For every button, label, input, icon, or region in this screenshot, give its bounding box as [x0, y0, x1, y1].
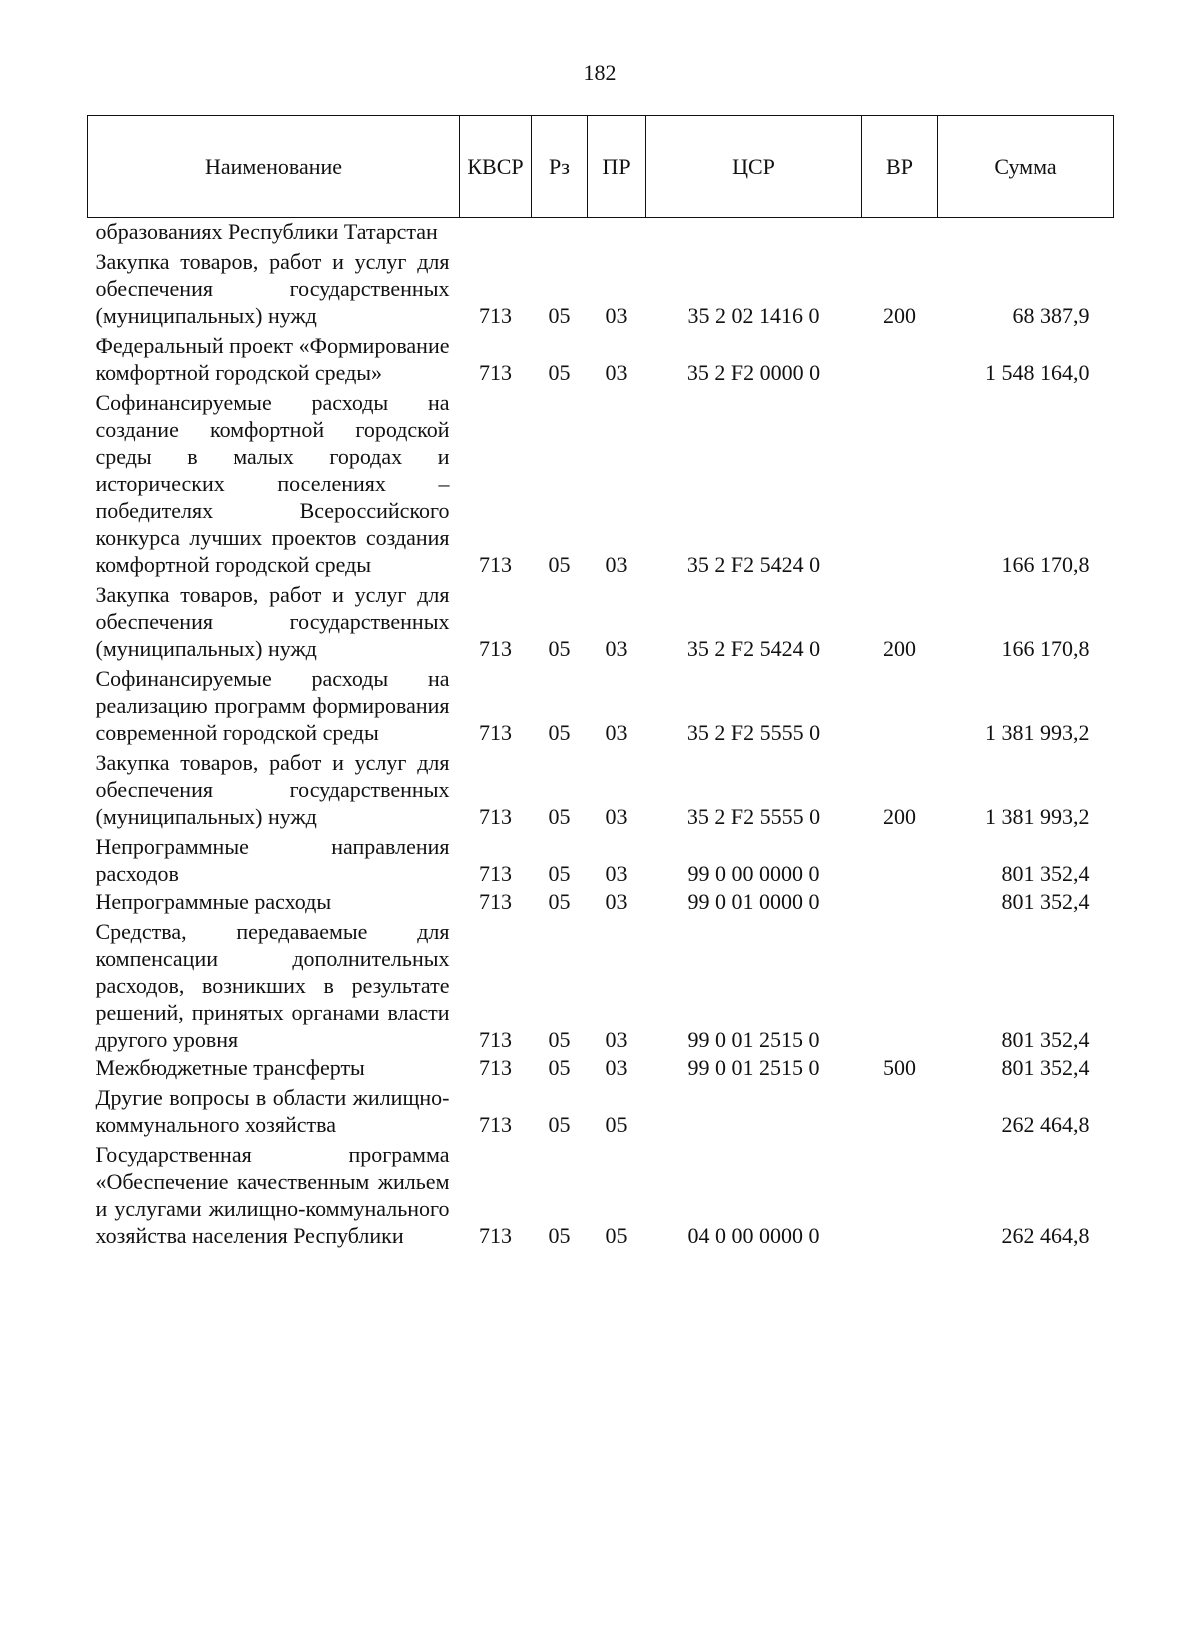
table-row	[88, 329, 1114, 386]
cell-csr: 99 0 01 2515 0	[687, 1027, 820, 1052]
cell-vr	[862, 1138, 938, 1249]
cell-vr: 200	[883, 636, 916, 661]
table-body	[88, 218, 1114, 1250]
cell-name: Закупка товаров, работ и услуг для обеспечения государственных (муниципальных) нужд	[95, 582, 450, 661]
cell-vr	[862, 329, 938, 386]
cell-csr: 35 2 F2 5555 0	[686, 720, 821, 745]
cell-pr: 03	[605, 552, 628, 577]
cell-vr	[862, 1081, 938, 1138]
cell-sum: 801 352,4	[1001, 861, 1090, 886]
table-row	[88, 1138, 1114, 1249]
cell-pr: 03	[605, 303, 628, 328]
cell-name: Софинансируемые расходы на реализацию программ формирования современной городской среды	[95, 666, 450, 745]
cell-pr: 05	[605, 1112, 628, 1137]
cell-kvsr: 713	[479, 1027, 512, 1052]
cell-rz: 05	[548, 636, 571, 661]
cell-name: Непрограммные направления расходов	[95, 834, 450, 886]
cell-sum: 262 464,8	[1001, 1112, 1090, 1137]
cell-csr: 35 2 F2 5555 0	[686, 804, 821, 829]
cell-sum: 801 352,4	[1001, 1055, 1090, 1080]
cell-name: Средства, передаваемые для компенсации дополнительных расходов, возникших в результате решений, принятых органами власти другого уровня	[95, 919, 450, 1052]
table-row	[88, 915, 1114, 1053]
cell-vr	[862, 915, 938, 1053]
cell-pr: 03	[605, 861, 628, 886]
table-row	[88, 1053, 1114, 1081]
cell-vr: 200	[883, 804, 916, 829]
cell-kvsr: 713	[479, 303, 512, 328]
cell-sum: 68 387,9	[1012, 303, 1090, 328]
cell-name: Софинансируемые расходы на создание комфортной городской среды в малых городах и исторических поселениях – победителях Всероссийского конкурса лучших проектов создания комфортной городской среды	[95, 390, 450, 577]
cell-sum: 1 381 993,2	[985, 804, 1090, 829]
cell-rz: 05	[548, 1055, 571, 1080]
column-header-sum: Сумма	[938, 116, 1114, 218]
column-header-vr: ВР	[862, 116, 938, 218]
cell-pr: 03	[605, 1027, 628, 1052]
cell-rz	[532, 218, 588, 246]
cell-sum: 801 352,4	[1001, 1027, 1090, 1052]
cell-sum: 801 352,4	[1001, 889, 1090, 914]
cell-kvsr: 713	[479, 861, 512, 886]
cell-kvsr: 713	[479, 1112, 512, 1137]
cell-pr: 03	[605, 1055, 628, 1080]
page-number: 182	[583, 60, 617, 85]
table-row	[88, 746, 1114, 830]
cell-pr: 03	[605, 360, 628, 385]
column-header-name: Наименование	[88, 116, 460, 218]
cell-kvsr: 713	[479, 804, 512, 829]
cell-rz: 05	[548, 303, 571, 328]
cell-rz: 05	[548, 720, 571, 745]
cell-name: Межбюджетные трансферты	[95, 1055, 365, 1080]
cell-vr	[862, 887, 938, 915]
cell-csr: 99 0 00 0000 0	[687, 861, 820, 886]
cell-rz: 05	[548, 1112, 571, 1137]
cell-sum: 1 548 164,0	[985, 360, 1090, 385]
cell-kvsr: 713	[479, 1223, 512, 1248]
cell-csr: 04 0 00 0000 0	[687, 1223, 820, 1248]
cell-rz: 05	[548, 552, 571, 577]
table-row	[88, 218, 1114, 246]
cell-csr: 35 2 02 1416 0	[687, 303, 820, 328]
cell-name: Закупка товаров, работ и услуг для обеспечения государственных (муниципальных) нужд	[95, 249, 450, 328]
cell-rz: 05	[548, 1027, 571, 1052]
cell-sum: 1 381 993,2	[985, 720, 1090, 745]
cell-pr: 03	[605, 889, 628, 914]
cell-kvsr: 713	[479, 889, 512, 914]
cell-vr	[862, 218, 938, 246]
cell-csr: 99 0 01 0000 0	[687, 889, 820, 914]
cell-csr	[646, 218, 862, 246]
cell-vr	[862, 830, 938, 887]
cell-rz: 05	[548, 804, 571, 829]
cell-kvsr: 713	[479, 636, 512, 661]
cell-kvsr: 713	[479, 720, 512, 745]
table-row	[88, 578, 1114, 662]
cell-name: Федеральный проект «Формирование комфортной городской среды»	[95, 333, 450, 385]
cell-rz: 05	[548, 861, 571, 886]
table-row	[88, 662, 1114, 746]
table-row	[88, 245, 1114, 329]
cell-kvsr: 713	[479, 1055, 512, 1080]
cell-name: Государственная программа «Обеспечение качественным жильем и услугами жилищно-коммунального хозяйства населения Республики	[95, 1142, 450, 1248]
column-header-pr: ПР	[588, 116, 646, 218]
cell-sum: 166 170,8	[1001, 552, 1090, 577]
cell-csr: 35 2 F2 5424 0	[686, 552, 821, 577]
budget-table	[87, 115, 1114, 1249]
cell-pr: 03	[605, 720, 628, 745]
cell-pr	[588, 218, 646, 246]
cell-kvsr	[460, 218, 532, 246]
cell-rz: 05	[548, 889, 571, 914]
column-header-rz: Рз	[532, 116, 588, 218]
cell-sum	[938, 218, 1114, 246]
cell-pr: 03	[605, 804, 628, 829]
cell-pr: 03	[605, 636, 628, 661]
cell-sum: 262 464,8	[1001, 1223, 1090, 1248]
cell-vr: 200	[883, 303, 916, 328]
cell-vr	[862, 386, 938, 578]
table-row	[88, 887, 1114, 915]
cell-pr: 05	[605, 1223, 628, 1248]
table-row	[88, 1081, 1114, 1138]
cell-vr	[862, 662, 938, 746]
cell-kvsr: 713	[479, 552, 512, 577]
cell-csr: 35 2 F2 0000 0	[686, 360, 821, 385]
column-header-csr: ЦСР	[646, 116, 862, 218]
cell-kvsr: 713	[479, 360, 512, 385]
cell-sum: 166 170,8	[1001, 636, 1090, 661]
cell-rz: 05	[548, 360, 571, 385]
cell-csr	[646, 1081, 862, 1138]
cell-rz: 05	[548, 1223, 571, 1248]
cell-csr: 35 2 F2 5424 0	[686, 636, 821, 661]
table-header	[88, 116, 1114, 218]
cell-csr: 99 0 01 2515 0	[687, 1055, 820, 1080]
table-row	[88, 386, 1114, 578]
cell-name: Другие вопросы в области жилищно-коммунального хозяйства	[95, 1085, 450, 1137]
cell-name: Закупка товаров, работ и услуг для обеспечения государственных (муниципальных) нужд	[95, 750, 450, 829]
cell-vr: 500	[883, 1055, 916, 1080]
column-header-kvsr: КВСР	[460, 116, 532, 218]
cell-name: образованиях Республики Татарстан	[95, 219, 438, 244]
cell-name: Непрограммные расходы	[95, 889, 332, 914]
table-row	[88, 830, 1114, 887]
